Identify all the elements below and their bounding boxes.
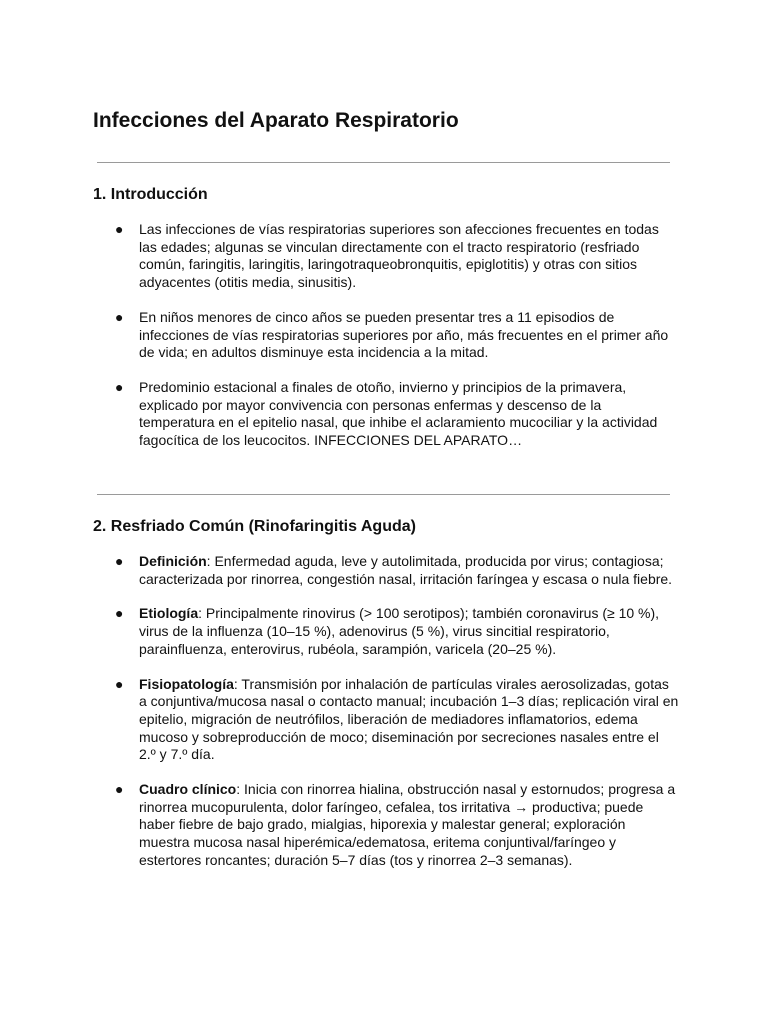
bullet-icon: ● <box>115 605 124 622</box>
bullet-icon: ● <box>115 675 124 692</box>
document-title: Infecciones del Aparato Respiratorio <box>93 109 459 132</box>
list-item-text: : Principalmente rinovirus (> 100 serotipos); también coronavirus (≥ 10 %), virus de la influenza (10–15 %), adenovirus (5 %), virus sincitial respiratorio, parainfluenza, enterovirus, rubéola, sarampión, varicela (20–25 %). <box>139 605 660 657</box>
list-item <box>0 781 679 870</box>
bullet-icon: ● <box>115 308 124 325</box>
section-heading-introduccion: 1. Introducción <box>93 186 208 203</box>
list-item-text: Las infecciones de vías respiratorias superiores son afecciones frecuentes en todas las edades; algunas se vinculan directamente con el tracto respiratorio (resfriado común, faringitis, laringitis, laringotraqueobronquitis, epiglotitis) y otras con sitios adyacentes (otitis media, sinusitis). <box>139 221 659 291</box>
bullet-icon: ● <box>115 221 124 237</box>
bullet-icon: ● <box>115 378 124 395</box>
list-item-text: Predominio estacional a finales de otoño, invierno y principios de la primavera, explicado por mayor convivencia con personas enfermas y descenso de la temperatura en el epitelio nasal, que inhibe el aclaramiento mucociliar y la actividad fagocítica de los leucocitos. INFECCIONES DEL APARATO… <box>139 378 658 449</box>
horizontal-divider <box>97 162 670 163</box>
list-item <box>0 221 679 292</box>
bullet-icon: ● <box>115 553 124 569</box>
section-heading-resfriado-comun: 2. Resfriado Común (Rinofaringitis Aguda) <box>93 518 416 535</box>
list-item-text: : Inicia con rinorrea hialina, obstrucción nasal y estornudos; progresa a rinorrea mucopurulenta, dolor faríngeo, cefalea, tos irritativa → productiva; puede haber fiebre de bajo grado, mialgias, hiporexia y malestar general; exploración muestra mucosa nasal hiperémica/edematosa, eritema conjuntival/faríngeo y estertores roncantes; duración 5–7 días (tos y rinorrea 2–3 semanas). <box>139 781 676 868</box>
list-item-term: Etiología <box>139 605 199 622</box>
list-item-text: En niños menores de cinco años se pueden presentar tres a 11 episodios de infecciones de vías respiratorias superiores por año, más frecuentes en el primer año de vida; en adultos disminuye esta incidencia a la mitad. <box>139 308 669 361</box>
bullet-icon: ● <box>115 781 124 798</box>
list-item <box>0 379 679 450</box>
horizontal-divider <box>97 494 670 495</box>
list-item <box>0 553 679 588</box>
introduccion-bullet-list <box>0 221 768 467</box>
list-item-text: : Enfermedad aguda, leve y autolimitada, producida por virus; contagiosa; caracterizada por rinorrea, congestión nasal, irritación faríngea y escasa o nula fiebre. <box>139 553 673 587</box>
list-item <box>0 309 679 362</box>
list-item-text: : Transmisión por inhalación de partículas virales aerosolizadas, gotas a conjuntiva/mucosa nasal o contacto manual; incubación 1–3 días; replicación viral en epitelio, migración de neutrófilos, liberación de mediadores inflamatorios, edema mucoso y sobreproducción de moco; diseminación por secreciones nasales entre el 2.º y 7.º día. <box>139 675 679 763</box>
list-item <box>0 605 679 658</box>
list-item-term: Cuadro clínico <box>139 781 237 798</box>
list-item-term: Fisiopatología <box>139 675 234 692</box>
list-item <box>0 676 679 765</box>
resfriado-bullet-list <box>0 553 768 887</box>
list-item-term: Definición <box>139 553 207 569</box>
